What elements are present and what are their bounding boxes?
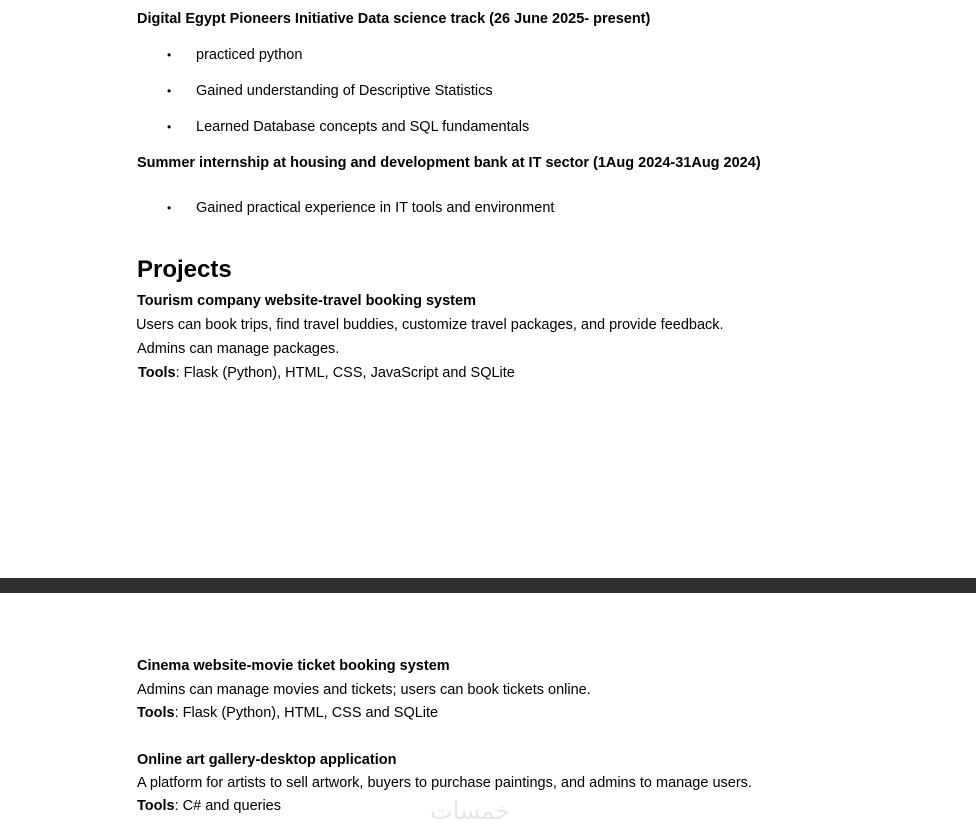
tools-value: : Flask (Python), HTML, CSS and SQLite xyxy=(174,705,439,721)
experience-title: Digital Egypt Pioneers Initiative Data science track (26 June 2025- present) xyxy=(137,11,651,27)
bullet-icon: • xyxy=(167,201,172,215)
list-item: Learned Database concepts and SQL fundamentals xyxy=(196,119,530,135)
project-description: A platform for artists to sell artwork, buyers to purchase paintings, and admins to manage users. xyxy=(137,775,752,791)
project-title: Cinema website-movie ticket booking system xyxy=(137,658,450,674)
tools-label: Tools xyxy=(137,798,175,814)
list-item: Gained understanding of Descriptive Statistics xyxy=(196,83,493,99)
tools-label: Tools xyxy=(137,705,175,721)
project-description: Admins can manage movies and tickets; users can book tickets online. xyxy=(137,682,591,698)
tools-value: : C# and queries xyxy=(174,798,281,814)
bullet-icon: • xyxy=(167,84,172,98)
project-tools xyxy=(138,365,515,381)
tools-label: Tools xyxy=(138,365,176,381)
bullet-icon: • xyxy=(167,120,172,134)
project-tools xyxy=(137,798,281,814)
watermark-logo: خمسات xyxy=(430,797,511,825)
project-description: Users can book trips, find travel buddies, customize travel packages, and provide feedback. xyxy=(136,317,724,333)
section-heading-projects: Projects xyxy=(137,256,232,283)
project-tools xyxy=(137,705,438,721)
list-item: practiced python xyxy=(196,47,303,63)
experience-title: Summer internship at housing and development bank at IT sector (1Aug 2024-31Aug 2024) xyxy=(137,155,761,171)
tools-value: : Flask (Python), HTML, CSS, JavaScript and SQLite xyxy=(175,365,515,381)
project-description: Admins can manage packages. xyxy=(137,341,340,357)
list-item: Gained practical experience in IT tools and environment xyxy=(196,200,555,216)
project-title: Online art gallery-desktop application xyxy=(137,752,397,768)
project-title: Tourism company website-travel booking system xyxy=(137,293,476,309)
page-separator xyxy=(0,578,976,593)
bullet-icon: • xyxy=(167,48,172,62)
